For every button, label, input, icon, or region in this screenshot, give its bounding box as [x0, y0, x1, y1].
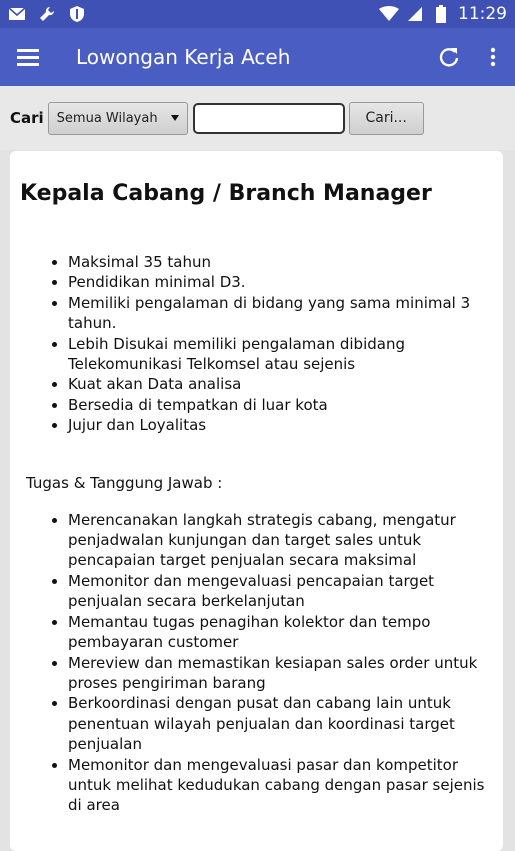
mail-icon	[8, 5, 26, 23]
wifi-icon	[380, 5, 398, 23]
list-item: • Memantau tugas penagihan kolektor dan tempo pembayaran customer	[68, 612, 487, 653]
search-row	[0, 86, 515, 150]
list-item: • Berkoordinasi dengan pusat dan cabang lain untuk penentuan wilayah penjualan dan koordinasi target penjualan	[68, 693, 487, 754]
search-button[interactable]: Cari...	[349, 102, 424, 135]
status-bar	[0, 0, 515, 28]
signal-icon	[406, 5, 424, 23]
list-item: • Jujur dan Loyalitas	[68, 415, 487, 435]
status-time: 11:29	[458, 4, 507, 24]
list-item: • Memiliki pengalaman di bidang yang sama minimal 3 tahun.	[68, 293, 487, 334]
job-card	[10, 151, 503, 851]
hamburger-menu-icon[interactable]	[0, 28, 56, 86]
battery-icon	[432, 5, 450, 23]
duties-list	[20, 510, 487, 816]
dropdown-caret-icon	[171, 115, 179, 121]
list-item: • Kuat akan Data analisa	[68, 374, 487, 394]
refresh-icon[interactable]	[427, 28, 471, 86]
requirements-list	[20, 252, 487, 436]
job-title: Kepala Cabang / Branch Manager	[20, 181, 432, 206]
app-title: Lowongan Kerja Aceh	[76, 45, 291, 69]
list-item: • Memonitor dan mengevaluasi pasar dan kompetitor untuk melihat kedudukan cabang dengan pasar sejenis di area	[68, 755, 487, 816]
region-select-value: Semua Wilayah	[56, 110, 158, 126]
search-input[interactable]	[193, 103, 345, 134]
list-item: • Lebih Disukai memiliki pengalaman dibidang Telekomunikasi Telkomsel atau sejenis	[68, 334, 487, 375]
list-item: • Mereview dan memastikan kesiapan sales order untuk proses pengiriman barang	[68, 653, 487, 694]
search-label: Cari	[10, 109, 44, 127]
list-item: • Bersedia di tempatkan di luar kota	[68, 395, 487, 415]
duties-heading: Tugas & Tanggung Jawab :	[26, 473, 223, 492]
shield-icon	[68, 5, 86, 23]
wrench-icon	[38, 5, 56, 23]
more-vertical-icon[interactable]	[471, 28, 515, 86]
list-item: • Memonitor dan mengevaluasi pencapaian target penjualan secara berkelanjutan	[68, 571, 487, 612]
region-select[interactable]	[48, 102, 188, 135]
list-item: • Merencanakan langkah strategis cabang, mengatur penjadwalan kunjungan dan target sales untuk pencapaian target penjualan secara maksimal	[68, 510, 487, 571]
app-bar	[0, 28, 515, 86]
list-item: • Pendidikan minimal D3.	[68, 272, 487, 292]
list-item: • Maksimal 35 tahun	[68, 252, 487, 272]
